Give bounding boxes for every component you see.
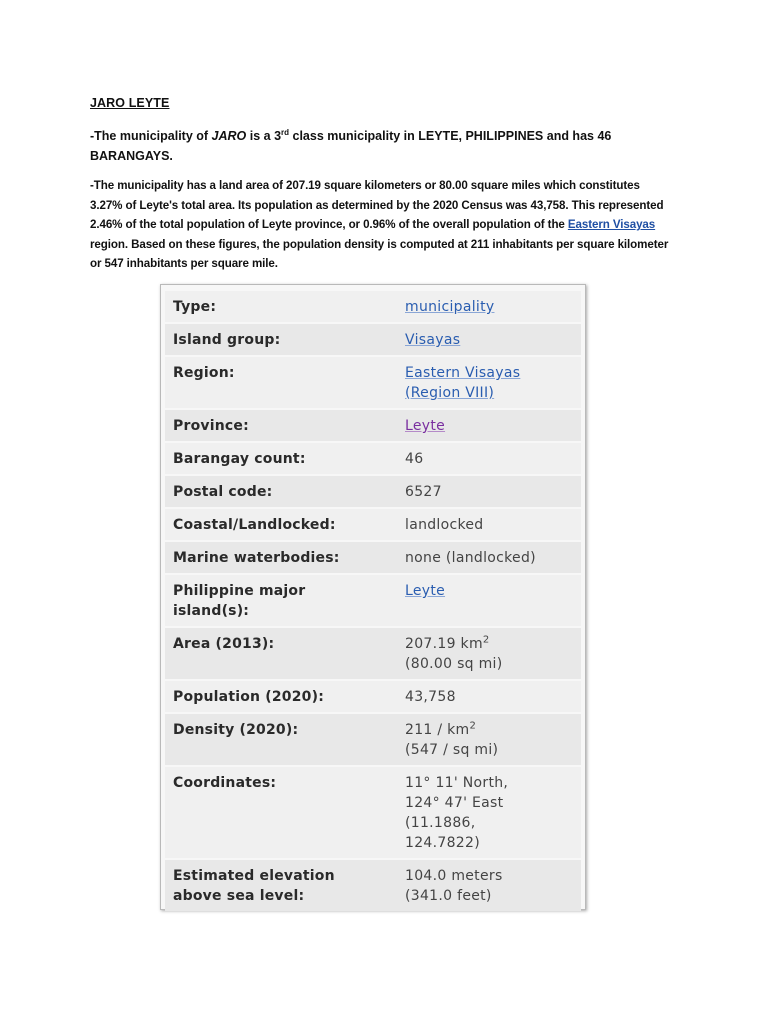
- province-label: Province:: [173, 418, 249, 434]
- table-row: [165, 443, 581, 474]
- table-row: [165, 575, 581, 626]
- details-paragraph: [90, 176, 670, 274]
- details-text: -The municipality has a land area of 207.19 square kilometers or 80.00 square miles which constitutes 3.27% of Leyte's total area. Its population as determined by the 2020 Census was 43,758. This represented 2.46% of the total population of Leyte province, or 0.96% of the overall population of the: [90, 179, 664, 231]
- province-value-link[interactable]: Leyte: [405, 418, 446, 434]
- density-value: [397, 714, 581, 765]
- ordinal-suffix: rd: [281, 127, 290, 137]
- marine-label: Marine waterbodies:: [173, 550, 340, 566]
- intro-paragraph: [90, 126, 670, 166]
- population-value: 43,758: [405, 689, 456, 705]
- info-table: [165, 289, 581, 913]
- table-row: [165, 476, 581, 507]
- table-row: [165, 860, 581, 911]
- table-row: [165, 291, 581, 322]
- coordinates-east: 124° 47' East: [405, 795, 504, 811]
- intro-text: -The municipality of: [90, 129, 212, 143]
- island-group-value-link[interactable]: Visayas: [405, 332, 461, 348]
- region-line2: (Region VIII): [405, 385, 495, 401]
- density-km: 211 / km: [405, 722, 470, 738]
- marine-value: none (landlocked): [405, 550, 536, 566]
- eastern-visayas-link[interactable]: Eastern Visayas: [567, 218, 656, 231]
- intro-text-class: is a 3: [246, 129, 282, 143]
- table-row: [165, 628, 581, 679]
- coordinates-decimal-lat: (11.1886,: [405, 815, 476, 831]
- region-label: Region:: [173, 365, 235, 381]
- barangay-count-label: Barangay count:: [173, 451, 306, 467]
- island-group-label: Island group:: [173, 332, 281, 348]
- table-row: [165, 542, 581, 573]
- region-line1: Eastern Visayas: [405, 365, 521, 381]
- coordinates-value: [397, 767, 581, 858]
- region-value-link[interactable]: [405, 365, 520, 401]
- barangay-count-value: 46: [405, 451, 424, 467]
- elevation-label-line2: above sea level:: [173, 888, 305, 904]
- coastal-value: landlocked: [405, 517, 484, 533]
- area-sup: 2: [482, 634, 490, 646]
- area-km: 207.19 km: [405, 636, 483, 652]
- coordinates-north: 11° 11' North,: [405, 775, 509, 791]
- elevation-value: [397, 860, 581, 911]
- table-row: [165, 410, 581, 441]
- table-row: [165, 357, 581, 408]
- density-sq-mi: (547 / sq mi): [405, 742, 499, 758]
- coastal-label: Coastal/Landlocked:: [173, 517, 336, 533]
- postal-code-value: 6527: [405, 484, 442, 500]
- density-sup: 2: [469, 720, 477, 732]
- elevation-label-line1: Estimated elevation: [173, 868, 335, 884]
- document-title: JARO LEYTE: [90, 96, 170, 110]
- density-label: Density (2020):: [173, 722, 299, 738]
- area-label: Area (2013):: [173, 636, 275, 652]
- type-value-link[interactable]: municipality: [405, 299, 495, 315]
- postal-code-label: Postal code:: [173, 484, 273, 500]
- table-row: [165, 767, 581, 858]
- table-row: [165, 681, 581, 712]
- major-island-value-link[interactable]: Leyte: [405, 583, 446, 599]
- major-island-label-line2: island(s):: [173, 603, 250, 619]
- table-row: [165, 324, 581, 355]
- coordinates-label: Coordinates:: [173, 775, 277, 791]
- table-row: [165, 509, 581, 540]
- major-island-label-line1: Philippine major: [173, 583, 306, 599]
- elevation-feet: (341.0 feet): [405, 888, 492, 904]
- intro-municipality-name: JARO: [211, 129, 247, 143]
- table-row: [165, 714, 581, 765]
- area-value: [397, 628, 581, 679]
- details-text-rest: region. Based on these figures, the population density is computed at 211 inhabitants per square kilometer or 547 inhabitants per square mile.: [90, 237, 669, 270]
- area-sq-mi: (80.00 sq mi): [405, 656, 503, 672]
- major-island-label: [165, 575, 397, 626]
- type-label: Type:: [173, 299, 217, 315]
- coordinates-decimal-lon: 124.7822): [405, 835, 480, 851]
- intro-text-rest: class municipality in LEYTE, PHILIPPINES and has 46 BARANGAYS.: [90, 129, 612, 163]
- elevation-label: [165, 860, 397, 911]
- elevation-meters: 104.0 meters: [405, 868, 503, 884]
- municipality-info-table: [160, 284, 586, 910]
- population-label: Population (2020):: [173, 689, 325, 705]
- document-body: [90, 96, 670, 274]
